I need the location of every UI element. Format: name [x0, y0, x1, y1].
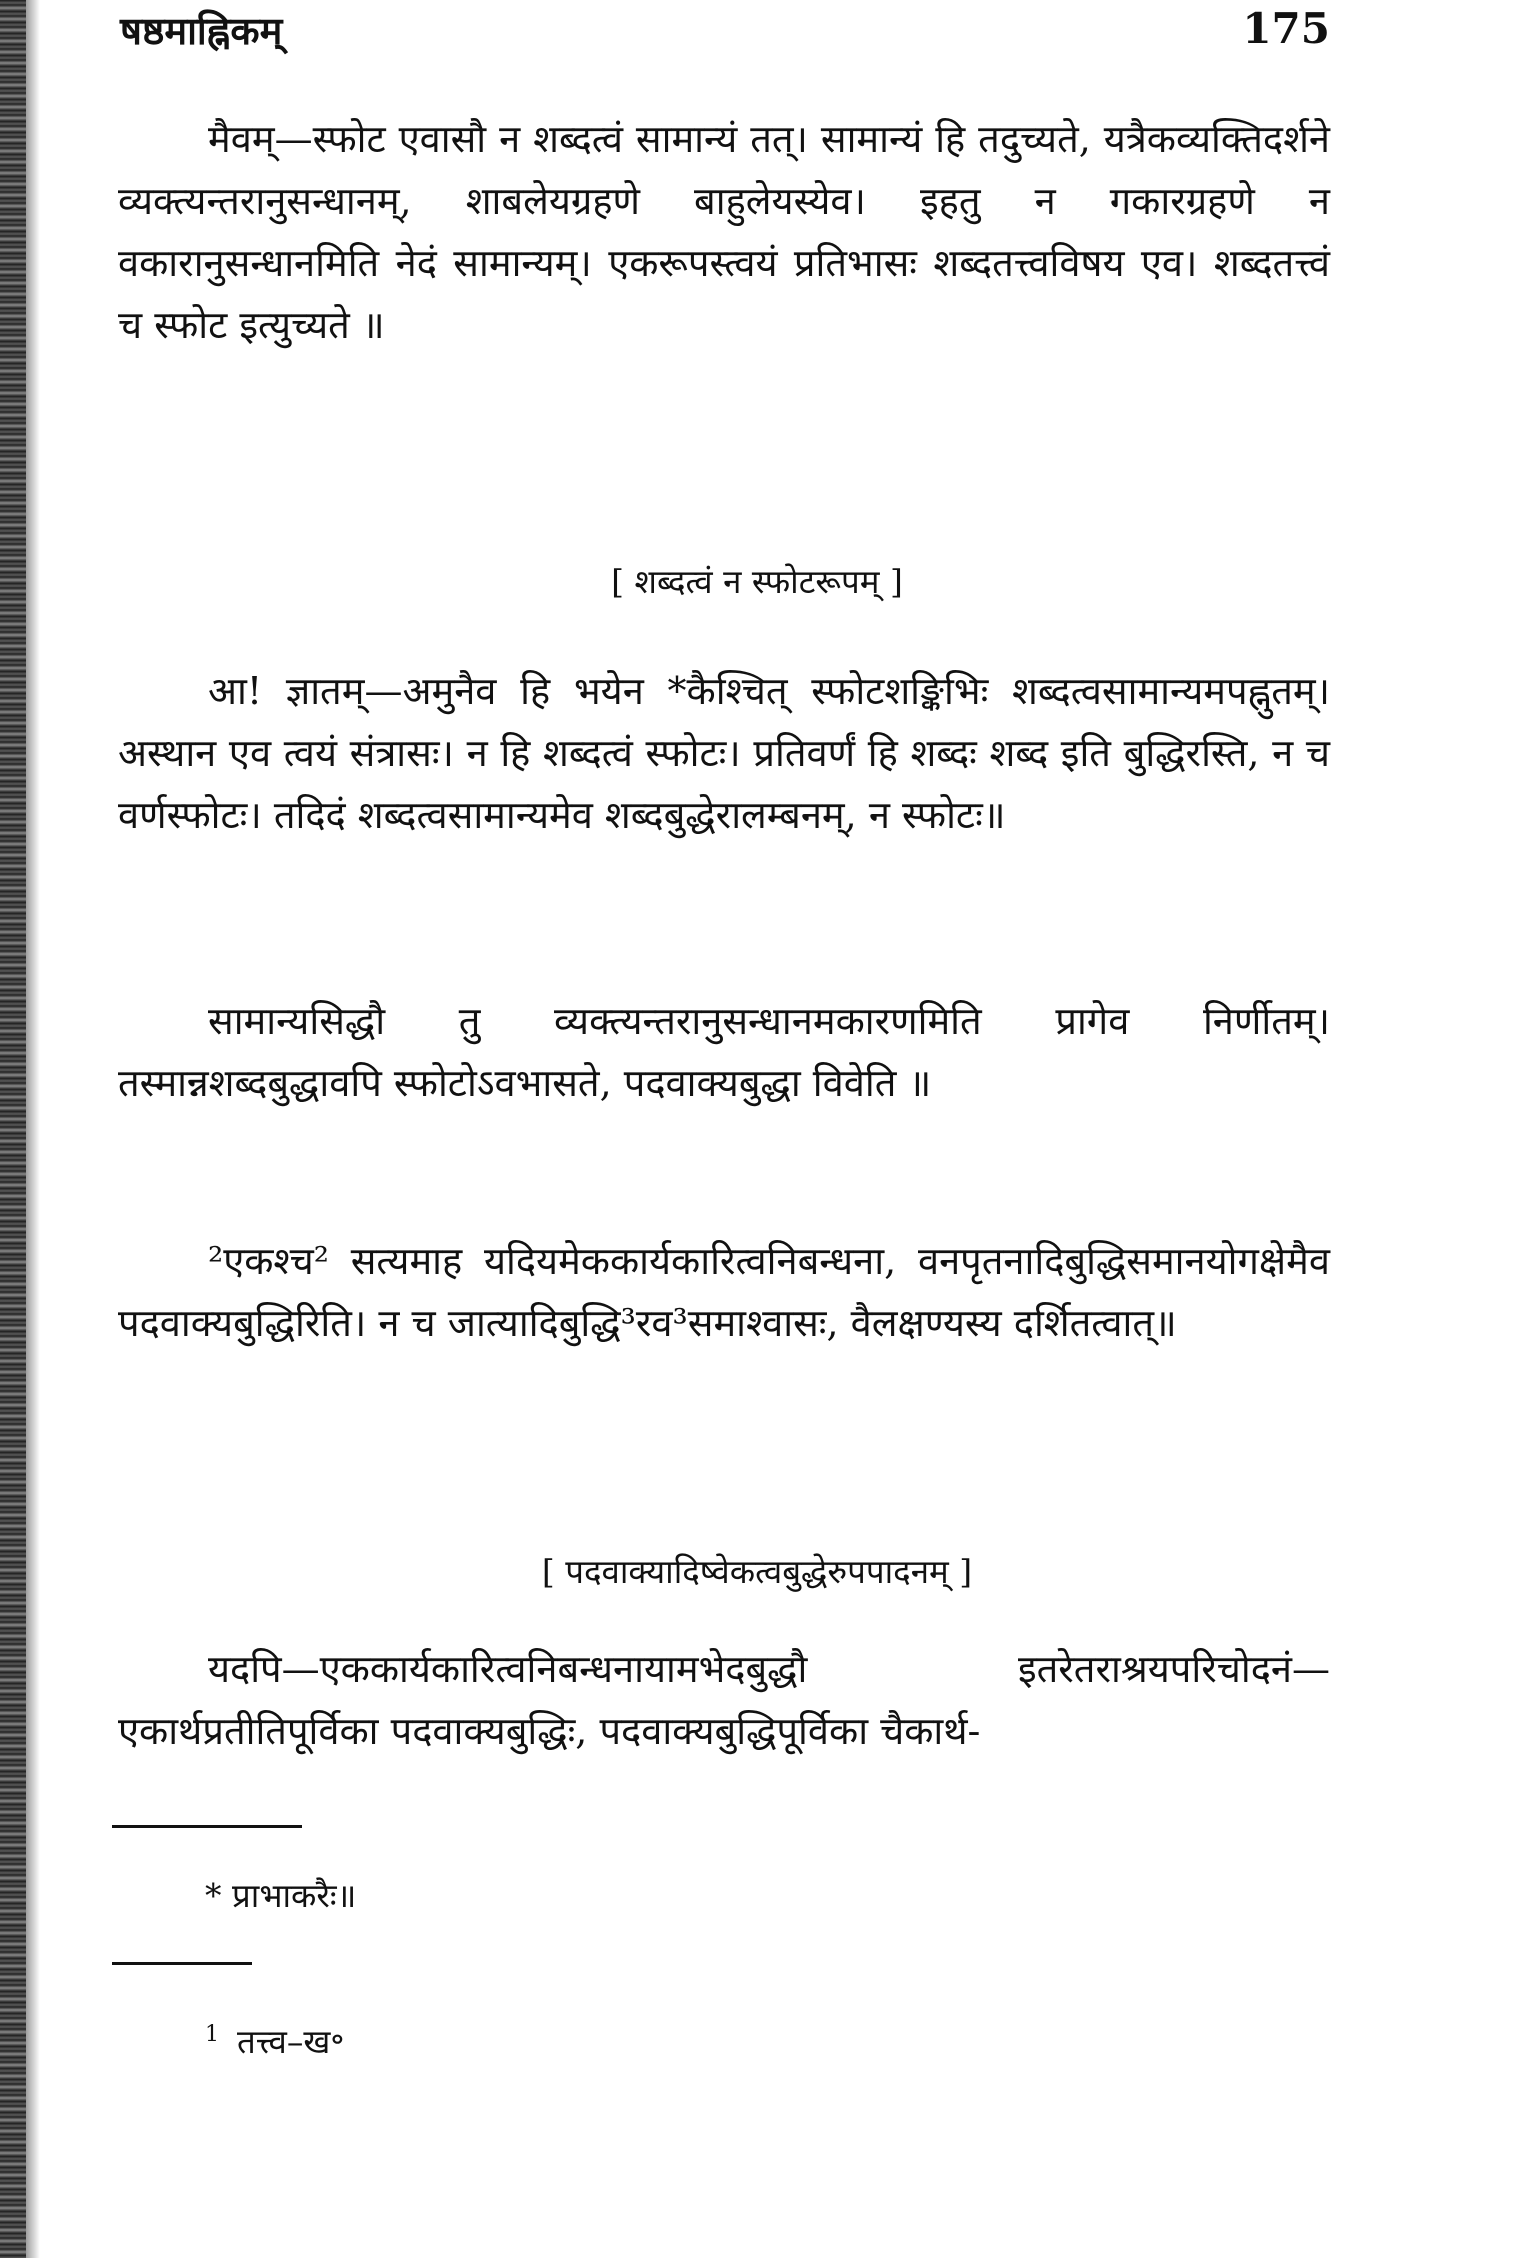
- page-number: 175: [1242, 4, 1330, 53]
- paragraph-3: सामान्यसिद्धौ तु व्यक्त्यन्तरानुसन्धानमकारणमिति प्रागेव निर्णीतम्। तस्मान्नशब्दबुद्धावपि स्फोटोऽवभासते, पदवाक्यबुद्धा विवेति ॥: [118, 999, 1330, 1105]
- footnote-rule-1: [112, 1825, 302, 1828]
- running-head: षष्ठमाह्निकम्: [120, 8, 283, 53]
- footnote-star: * प्राभाकरैः॥: [205, 1876, 357, 1915]
- paragraph-4: ²एकश्च² सत्यमाह यदियमेककार्यकारित्वनिबन्धना, वनपृतनादिबुद्धिसमानयोगक्षेमैव पदवाक्यबुद्धिरिति। न च जात्यादिबुद्धि³रव³समाश्वासः, वैलक्षण्यस्य दर्शितत्वात्॥: [118, 1239, 1330, 1345]
- footnote-marker: 1: [205, 2022, 219, 2047]
- footnote-rule-2: [112, 1962, 252, 1965]
- section-heading-2: [ पदवाक्यादिष्वेकत्वबुद्धेरुपपादनम् ]: [541, 1552, 973, 1591]
- footnote-numbered-text: तत्त्व–ख॰: [237, 2022, 345, 2061]
- paragraph-2: आ! ज्ञातम्—अमुनैव हि भयेन *कैश्चित् स्फोटशङ्किभिः शब्दत्वसामान्यमपह्नुतम्। अस्थान एव त्वयं संत्रासः। न हि शब्दत्वं स्फोटः। प्रतिवर्णं हि शब्दः शब्द इति बुद्धिरस्ति, न च वर्णस्फोटः। तदिदं शब्दत्वसामान्यमेव शब्दबुद्धेरालम्बनम्, न स्फोटः॥: [118, 669, 1330, 837]
- section-heading-1: [ शब्दत्वं न स्फोटरूपम् ]: [611, 562, 903, 601]
- paragraph-5: यदपि—एककार्यकारित्वनिबन्धनायामभेदबुद्धौ इतरेतराश्रयपरिचोदनं—एकार्थप्रतीतिपूर्विका पदवाक्यबुद्धिः, पदवाक्यबुद्धिपूर्विका चैकार्थ-: [118, 1647, 1330, 1753]
- footnote-numbered: [205, 2018, 344, 2063]
- paragraph-1: मैवम्—स्फोट एवासौ न शब्दत्वं सामान्यं तत्। सामान्यं हि तदुच्यते, यत्रैकव्यक्तिदर्शने व्यक्त्यन्तरानुसन्धानम्, शाबलेयग्रहणे बाहुलेयस्येव। इहतु न गकारग्रहणे न वकारानुसन्धानमिति नेदं सामान्यम्। एकरूपस्त्वयं प्रतिभासः शब्दतत्त्वविषय एव। शब्दतत्त्वं च स्फोट इत्युच्यते ॥: [118, 117, 1330, 347]
